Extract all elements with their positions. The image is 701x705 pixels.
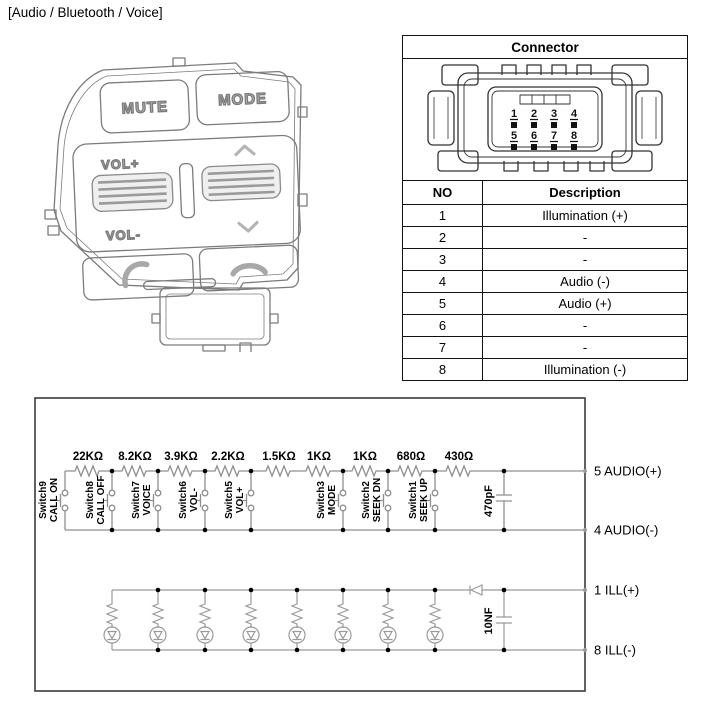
svg-text:VOL-: VOL- bbox=[189, 488, 200, 512]
right-rocker-pad bbox=[201, 164, 280, 201]
svg-text:2: 2 bbox=[530, 108, 538, 120]
table-row: 5 Audio (+) bbox=[403, 293, 688, 315]
svg-text:7: 7 bbox=[550, 130, 558, 142]
connector-pins bbox=[510, 108, 578, 150]
switch-seek-down bbox=[361, 471, 391, 530]
switch-seek-up bbox=[408, 471, 438, 530]
pin-label-ill-plus: 1 ILL(+) bbox=[594, 582, 640, 598]
connector-ear bbox=[442, 65, 478, 85]
pin-label-ill-minus: 8 ILL(-) bbox=[594, 642, 636, 658]
phone-answer-icon bbox=[124, 264, 147, 286]
svg-text:8: 8 bbox=[570, 130, 578, 142]
svg-text:4: 4 bbox=[570, 108, 578, 120]
connector-drawing bbox=[404, 59, 686, 177]
svg-text:CALL ON: CALL ON bbox=[49, 477, 60, 523]
svg-text:SEEK UP: SEEK UP bbox=[419, 478, 430, 522]
svg-text:Switch1: Switch1 bbox=[408, 481, 419, 519]
mode-label: MODE bbox=[217, 90, 268, 110]
call-answer-button bbox=[82, 254, 194, 301]
svg-text:CALL OFF: CALL OFF bbox=[96, 475, 107, 525]
svg-text:Switch7: Switch7 bbox=[131, 481, 142, 519]
resistor bbox=[119, 466, 151, 476]
vol-down-label: VOL- bbox=[105, 226, 142, 244]
connector-drawing-cell bbox=[403, 59, 688, 181]
resistor-value: 2.2KΩ bbox=[211, 451, 245, 463]
diode bbox=[470, 585, 482, 595]
page-title: [Audio / Bluetooth / Voice] bbox=[8, 5, 163, 20]
left-rocker-pad bbox=[92, 172, 173, 211]
circuit-schematic bbox=[34, 397, 701, 705]
connector-wing bbox=[428, 91, 454, 145]
junction-dots bbox=[110, 469, 507, 533]
resistor bbox=[165, 466, 197, 476]
svg-text:10NF: 10NF bbox=[483, 607, 495, 635]
led-branch bbox=[104, 590, 120, 650]
svg-text:6: 6 bbox=[530, 130, 538, 142]
illumination-circuit bbox=[104, 585, 583, 652]
capacitor-10nf bbox=[483, 590, 512, 650]
svg-text:Switch8: Switch8 bbox=[85, 481, 96, 519]
vol-up-label: VOL+ bbox=[100, 155, 140, 173]
chevron-down-icon bbox=[238, 222, 258, 232]
svg-text:VOL+: VOL+ bbox=[235, 486, 246, 514]
table-row: 8 Illumination (-) bbox=[403, 359, 688, 381]
connector-latch bbox=[520, 95, 570, 104]
pin-label-audio-plus: 5 AUDIO(+) bbox=[594, 463, 662, 479]
capacitor-470pf bbox=[483, 471, 512, 530]
connector-pin-table bbox=[402, 35, 688, 381]
pin-label-audio-minus: 4 AUDIO(-) bbox=[594, 522, 659, 538]
led-branch bbox=[380, 590, 396, 650]
resistor-value: 22KΩ bbox=[72, 451, 104, 463]
svg-text:MODE: MODE bbox=[327, 485, 338, 515]
resistor-value: 430Ω bbox=[444, 451, 474, 463]
chevron-up-icon bbox=[235, 146, 255, 156]
connector-header: Connector bbox=[403, 36, 688, 59]
connector-housing bbox=[152, 288, 278, 352]
resistor bbox=[349, 466, 381, 476]
led-branch bbox=[335, 590, 351, 650]
left-nub bbox=[48, 226, 59, 235]
column-header-description: Description bbox=[483, 181, 688, 205]
svg-text:Switch5: Switch5 bbox=[224, 481, 235, 519]
resistor bbox=[263, 466, 295, 476]
svg-text:5: 5 bbox=[510, 130, 518, 142]
mute-label: MUTE bbox=[121, 98, 169, 118]
led-branch bbox=[289, 590, 305, 650]
table-row: 3 - bbox=[403, 249, 688, 271]
resistor-value: 1KΩ bbox=[307, 451, 331, 463]
led-branch bbox=[427, 590, 443, 650]
svg-text:1: 1 bbox=[510, 108, 518, 120]
switch-vol-up bbox=[224, 471, 254, 530]
resistor bbox=[212, 466, 244, 476]
resistor bbox=[303, 466, 335, 476]
connector-wing bbox=[636, 91, 662, 145]
svg-text:SEEK DN: SEEK DN bbox=[372, 477, 383, 523]
schematic-border bbox=[35, 398, 585, 691]
switch-call-off bbox=[85, 471, 115, 530]
switch-voice bbox=[131, 471, 161, 530]
switch-vol-down bbox=[178, 471, 208, 530]
resistor-value: 680Ω bbox=[396, 451, 426, 463]
led-branch bbox=[243, 590, 259, 650]
right-nub bbox=[298, 107, 307, 117]
top-tab bbox=[173, 58, 185, 66]
led-branch bbox=[197, 590, 213, 650]
table-row: 2 - bbox=[403, 227, 688, 249]
schematic-pin-labels bbox=[583, 464, 662, 658]
table-row: 7 - bbox=[403, 337, 688, 359]
resistor-value: 3.9KΩ bbox=[164, 451, 198, 463]
svg-text:VOICE: VOICE bbox=[142, 484, 153, 516]
resistor bbox=[72, 466, 104, 476]
column-header-no: NO bbox=[403, 181, 483, 205]
svg-text:470pF: 470pF bbox=[483, 485, 495, 517]
table-row: 4 Audio (-) bbox=[403, 271, 688, 293]
resistor bbox=[395, 466, 427, 476]
remote-control-illustration bbox=[25, 52, 335, 352]
svg-text:3: 3 bbox=[550, 108, 558, 120]
center-divider bbox=[179, 163, 194, 218]
resistor bbox=[443, 466, 475, 476]
phone-end-icon bbox=[233, 265, 265, 274]
svg-text:Switch9: Switch9 bbox=[38, 481, 49, 519]
table-row: 6 - bbox=[403, 315, 688, 337]
resistor-value: 1.5KΩ bbox=[262, 451, 296, 463]
led-branch bbox=[150, 590, 166, 650]
switch-mode bbox=[316, 471, 346, 530]
switch-call-on bbox=[38, 471, 68, 530]
resistor-value: 1KΩ bbox=[353, 451, 377, 463]
resistor-value: 8.2KΩ bbox=[118, 451, 152, 463]
connector-ear bbox=[612, 65, 648, 85]
audio-circuit bbox=[38, 451, 583, 532]
svg-text:Switch2: Switch2 bbox=[361, 481, 372, 519]
svg-text:Switch6: Switch6 bbox=[178, 481, 189, 519]
table-row: 1 Illumination (+) bbox=[403, 205, 688, 227]
svg-text:Switch3: Switch3 bbox=[316, 481, 327, 519]
